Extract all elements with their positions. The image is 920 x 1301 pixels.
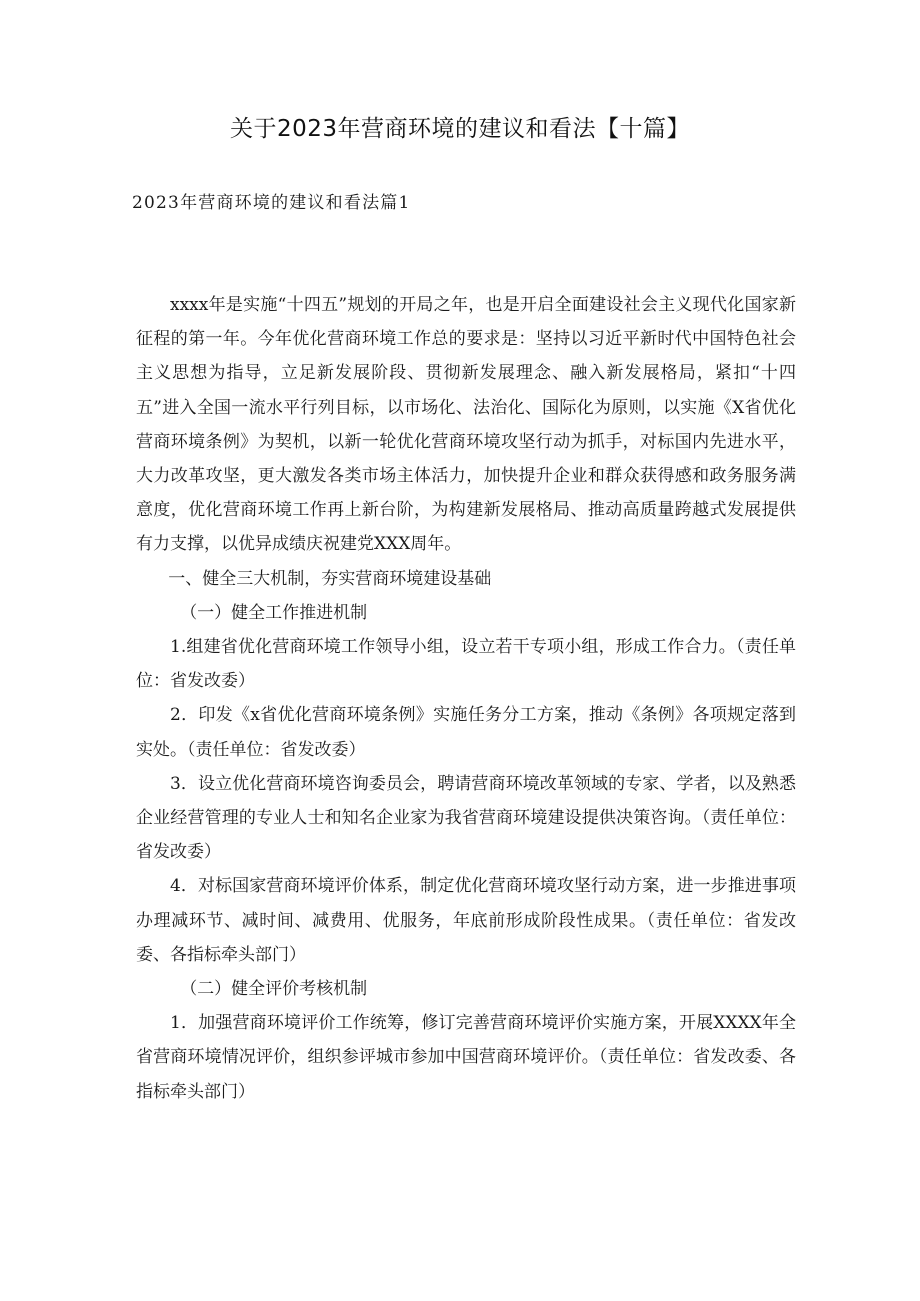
list-item: 1．加强营商环境评价工作统筹，修订完善营商环境评价实施方案，开展XXXX年全省营商环境情况评价，组织参评城市参加中国营商环境评价。（责任单位：省发改委、各指标牵头部门） <box>136 1013 796 1102</box>
document-title: 关于2023年营商环境的建议和看法【十篇】 <box>229 116 691 142</box>
heading-level-2: （一）健全工作推进机制 <box>180 602 368 623</box>
list-item: 2．印发《x省优化营商环境条例》实施任务分工方案，推动《条例》各项规定落到实处。（责任单位：省发改委） <box>136 705 796 760</box>
list-item: 3．设立优化营商环境咨询委员会，聘请营商环境改革领域的专家、学者，以及熟悉企业经营管理的专业人士和知名企业家为我省营商环境建设提供决策咨询。（责任单位：省发改委） <box>136 773 796 863</box>
list-item: 1.组建省优化营商环境工作领导小组，设立若干专项小组，形成工作合力。（责任单位：省发改委） <box>136 637 796 692</box>
section-title: 2023年营商环境的建议和看法篇1 <box>132 193 411 213</box>
list-item: 4．对标国家营商环境评价体系，制定优化营商环境攻坚行动方案，进一步推进事项办理减环节、减时间、减费用、优服务，年底前形成阶段性成果。（责任单位：省发改委、各指标牵头部门） <box>136 876 796 965</box>
heading-level-1: 一、健全三大机制，夯实营商环境建设基础 <box>168 568 492 589</box>
heading-level-2: （二）健全评价考核机制 <box>180 979 368 1000</box>
document-body <box>136 288 796 1109</box>
intro-paragraph: xxxx年是实施“十四五”规划的开局之年，也是开启全面建设社会主义现代化国家新征程的第一年。今年优化营商环境工作总的要求是：坚持以习近平新时代中国特色社会主义思想为指导，立足新发展阶段、贯彻新发展理念、融入新发展格局，紧扣“十四五”进入全国一流水平行列目标，以市场化、法治化、国际化为原则，以实施《X省优化营商环境条例》为契机，以新一轮优化营商环境攻坚行动为抓手，对标国内先进水平，大力改革攻坚，更大激发各类市场主体活力，加快提升企业和群众获得感和政务服务满意度，优化营商环境工作再上新台阶，为构建新发展格局、推动高质量跨越式发展提供有力支撑，以优异成绩庆祝建党XXX周年。 <box>136 295 796 555</box>
